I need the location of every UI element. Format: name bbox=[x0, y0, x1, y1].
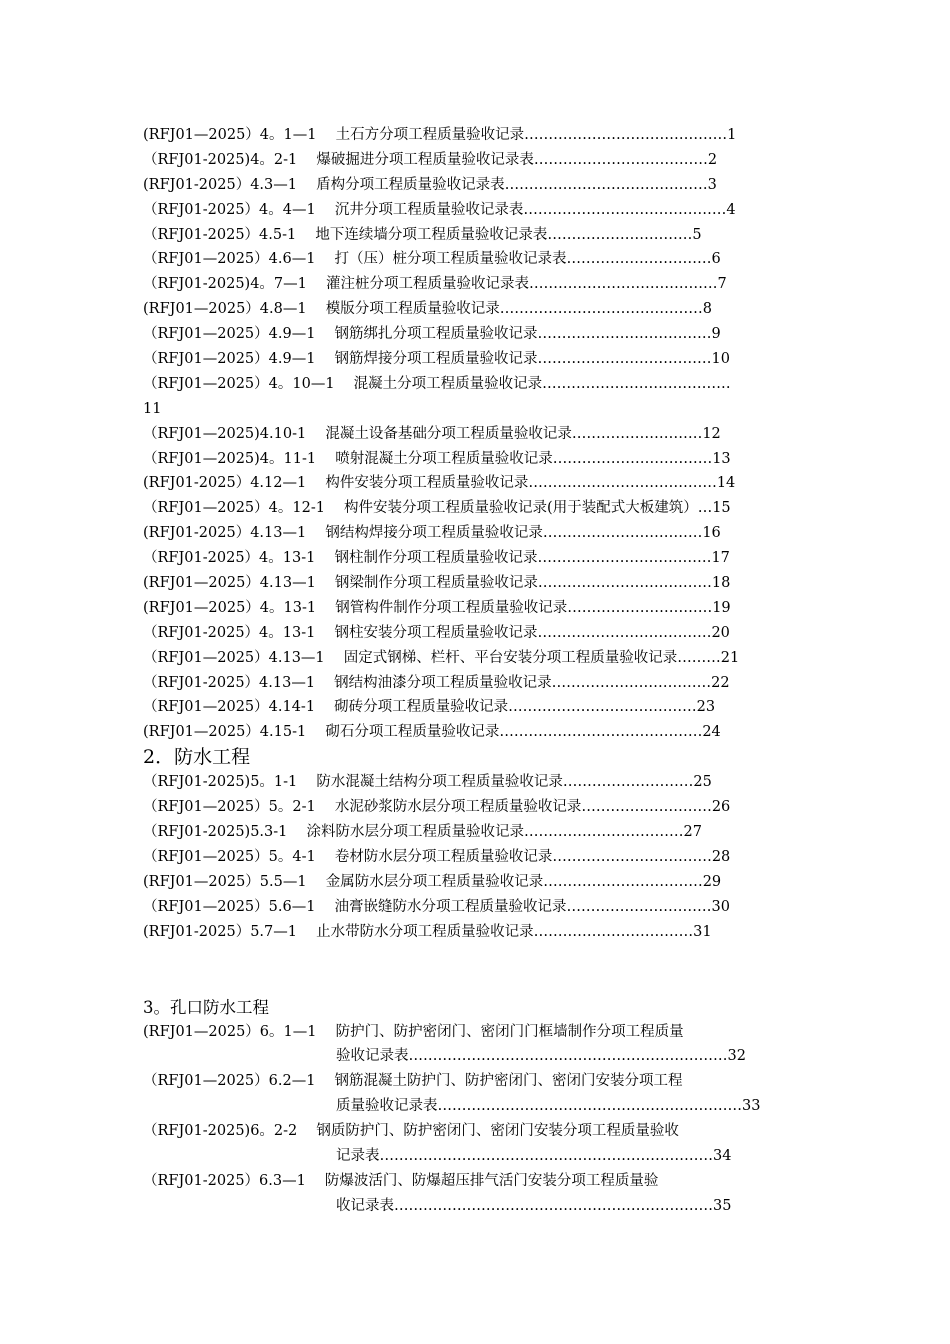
toc-entry-continuation: 记录表……………………………………………………………34 bbox=[336, 1147, 732, 1164]
toc-entry: （RFJ01-2025）4。13-1 钢柱安装分项工程质量验收记录………………………………20 bbox=[143, 624, 730, 641]
toc-entry: （RFJ01—2025）4.14-1 砌砖分项工程质量验收记录…………………………………23 bbox=[143, 699, 716, 716]
toc-entry: （RFJ01—2025)4。11-1 喷射混凝土分项工程质量验收记录……………………………13 bbox=[143, 450, 731, 467]
toc-entry: （RFJ01—2025）4。10—1 混凝土分项工程质量验收记录………………………………… bbox=[143, 375, 731, 392]
toc-entry: （RFJ01-2025）4。13-1 钢柱制作分项工程质量验收记录………………………………17 bbox=[143, 550, 730, 567]
toc-entry-continuation: 质量验收记录表………………………………………………………33 bbox=[336, 1098, 761, 1115]
toc-entry: （RFJ01-2025）4.13—1 钢结构油漆分项工程质量验收记录……………………………22 bbox=[143, 674, 730, 691]
toc-entry: （RFJ01—2025)4.10-1 混凝土设备基础分项工程质量验收记录………………………12 bbox=[143, 425, 721, 442]
toc-entry: （RFJ01—2025）6.2—1 钢筋混凝土防护门、防护密闭门、密闭门安装分项工程 bbox=[143, 1073, 683, 1090]
section-heading: 3。孔口防水工程 bbox=[143, 997, 269, 1017]
section-heading: 2．防水工程 bbox=[143, 746, 251, 769]
toc-entry-continuation: 收记录表…………………………………………………………35 bbox=[336, 1197, 732, 1214]
toc-entry: （RFJ01—2025）4。12-1 构件安装分项工程质量验收记录(用于装配式大板建筑）…15 bbox=[143, 500, 731, 517]
toc-entry: (RFJ01—2025）4.15-1 砌石分项工程质量验收记录……………………………………24 bbox=[143, 724, 721, 741]
table-of-contents bbox=[143, 123, 823, 1219]
toc-entry: (RFJ01—2025）4。1—1 土石方分项工程质量验收记录……………………………………1 bbox=[143, 127, 737, 143]
toc-entry: （RFJ01-2025）6.3—1 防爆波活门、防爆超压排气活门安装分项工程质量验 bbox=[143, 1172, 659, 1189]
toc-entry: （RFJ01-2025）4。4—1 沉井分项工程质量验收记录表……………………………………4 bbox=[143, 201, 736, 218]
toc-entry: (RFJ01-2025）4.13—1 钢结构焊接分项工程质量验收记录……………………………16 bbox=[143, 525, 721, 542]
toc-entry: (RFJ01—2025）4.13—1 钢梁制作分项工程质量验收记录………………………………18 bbox=[143, 575, 731, 592]
toc-entry: (RFJ01-2025）4.3—1 盾构分项工程质量验收记录表……………………………………3 bbox=[143, 176, 717, 193]
toc-entry: (RFJ01—2025）5.5—1 金属防水层分项工程质量验收记录……………………………29 bbox=[143, 873, 722, 890]
toc-entry: （RFJ01—2025）4.13—1 固定式钢梯、栏杆、平台安装分项工程质量验收记录………21 bbox=[143, 649, 740, 666]
toc-entry: （RFJ01-2025)5.3-1 涂料防水层分项工程质量验收记录……………………………27 bbox=[143, 824, 702, 841]
toc-entry-continuation: 验收记录表…………………………………………………………32 bbox=[336, 1048, 746, 1065]
toc-entry: （RFJ01-2025)4。2-1 爆破掘进分项工程质量验收记录表………………………………2 bbox=[143, 151, 718, 168]
toc-entry: （RFJ01—2025）4.6—1 打（压）桩分项工程质量验收记录表…………………………6 bbox=[143, 251, 721, 268]
toc-entry: （RFJ01-2025）4.5-1 地下连续墙分项工程质量验收记录表…………………………5 bbox=[143, 226, 702, 243]
toc-entry: （RFJ01-2025)6。2-2 钢质防护门、防护密闭门、密闭门安装分项工程质量验收 bbox=[143, 1123, 679, 1140]
toc-entry: 11 bbox=[143, 400, 162, 417]
toc-entry: （RFJ01—2025）5。2-1 水泥砂浆防水层分项工程质量验收记录………………………26 bbox=[143, 799, 731, 816]
toc-entry: (RFJ01—2025）4.8—1 模版分项工程质量验收记录……………………………………8 bbox=[143, 301, 712, 318]
section-spacer bbox=[143, 945, 823, 995]
toc-entry: （RFJ01—2025）5.6—1 油膏嵌缝防水分项工程质量验收记录…………………………30 bbox=[143, 898, 730, 915]
toc-entry: （RFJ01-2025)4。7—1 灌注桩分项工程质量验收记录表…………………………………7 bbox=[143, 276, 727, 293]
toc-entry: (RFJ01-2025）4.12—1 构件安装分项工程质量验收记录…………………………………14 bbox=[143, 475, 736, 492]
toc-entry: （RFJ01-2025)5。1-1 防水混凝土结构分项工程质量验收记录………………………25 bbox=[143, 774, 712, 791]
toc-entry: (RFJ01—2025）6。1—1 防护门、防护密闭门、密闭门门框墙制作分项工程质量 bbox=[143, 1023, 684, 1040]
toc-entry: (RFJ01-2025）5.7—1 止水带防水分项工程质量验收记录……………………………31 bbox=[143, 923, 712, 940]
toc-entry: （RFJ01—2025）4.9—1 钢筋焊接分项工程质量验收记录………………………………10 bbox=[143, 351, 730, 368]
toc-entry: (RFJ01—2025）4。13-1 钢管构件制作分项工程质量验收记录…………………………19 bbox=[143, 599, 731, 616]
toc-entry: （RFJ01—2025）4.9—1 钢筋绑扎分项工程质量验收记录………………………………9 bbox=[143, 326, 721, 343]
toc-entry: （RFJ01—2025）5。4-1 卷材防水层分项工程质量验收记录……………………………28 bbox=[143, 848, 731, 865]
